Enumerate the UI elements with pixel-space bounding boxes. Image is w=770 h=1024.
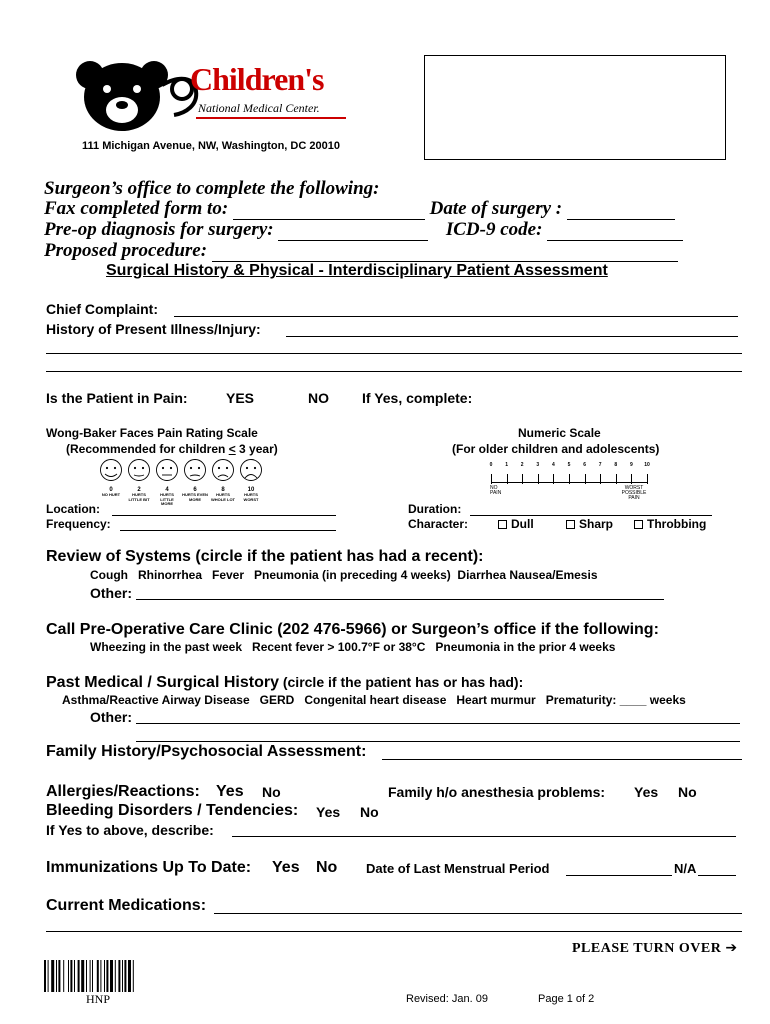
scale-number: 0 [489,462,493,468]
medications-label: Current Medications: [46,897,207,914]
logo-wordmark: Children's [190,61,324,97]
scale-tick[interactable] [522,474,523,484]
face-label: HURTS WHOLE LOT [211,492,235,502]
describe-label: If Yes to above, describe: [46,822,214,838]
scale-number: 3 [536,462,540,468]
location-label: Location: [46,502,100,516]
bleeding-no[interactable]: No [360,804,379,820]
scale-number: 1 [505,462,508,468]
fax-label: Fax completed form to: [44,198,229,219]
face-number: 8 [221,487,225,493]
numeric-scale-title: Numeric Scale [518,426,601,440]
logo [62,55,352,135]
throbbing-checkbox-icon[interactable] [634,520,643,529]
pain-yes[interactable]: YES [226,390,255,406]
location-field[interactable] [112,515,336,516]
face-number: 4 [165,487,169,493]
lmp-label: Date of Last Menstrual Period [366,861,550,876]
ros-heading: Review of Systems (circle if the patient has had a recent): [46,548,484,565]
lmp-na[interactable]: N/A [674,861,697,876]
address: 111 Michigan Avenue, NW, Washington, DC 20010 [82,140,340,152]
hpi-field[interactable] [286,336,738,337]
face-number: 10 [247,487,255,493]
face-number: 6 [193,487,197,493]
lmp-field[interactable] [566,875,672,876]
scale-number: 2 [520,462,524,468]
face-label: HURTS EVEN MORE [182,492,208,502]
pmh-other-field[interactable] [136,723,740,724]
scale-number: 6 [583,462,586,468]
fax-row [44,198,675,220]
face-0[interactable] [98,458,124,502]
face-6[interactable] [182,458,208,502]
family-history-field[interactable] [382,759,742,760]
face-icon [98,458,124,482]
lmp-na-field[interactable] [698,875,736,876]
numeric-scale-subtitle: (For older children and adolescents) [452,442,660,456]
hpi-label: History of Present Illness/Injury: [46,321,261,337]
allergies-yes[interactable]: Yes [216,783,244,800]
immunizations-label: Immunizations Up To Date: [46,859,252,876]
anesthesia-label: Family h/o anesthesia problems: [388,784,606,800]
frequency-field[interactable] [120,530,336,531]
chief-complaint-label: Chief Complaint: [46,301,158,317]
scale-number: 10 [644,462,650,468]
scale-number: 8 [614,462,618,468]
face-label: NO HURT [101,492,121,497]
scale-tick[interactable] [631,474,632,484]
pain-no[interactable]: NO [308,390,329,406]
scale-tick[interactable] [647,474,648,484]
form-title: Surgical History & Physical - Interdisciplinary Patient Assessment [106,262,608,279]
face-icon [182,458,208,482]
icd9-label: ICD-9 code: [445,219,543,240]
chief-complaint-field[interactable] [174,316,738,317]
pmh-heading: Past Medical / Surgical History (circle if the patient has or has had): [46,674,524,691]
face-label: HURTS WORST [243,492,259,502]
face-icon [238,458,264,482]
logo-subtitle: National Medical Center. [198,101,320,115]
ros-other-field[interactable] [136,599,664,600]
medications-field[interactable] [214,913,742,914]
call-heading: Call Pre-Operative Care Clinic (202 476-5966) or Surgeon’s office if the following: [46,621,659,638]
family-history-label: Family History/Psychosocial Assessment: [46,743,367,760]
face-label: HURTS LITTLE BIT [128,492,150,502]
pmh-other-label: Other: [90,709,132,725]
barcode-icon [44,960,168,992]
preop-field[interactable] [278,226,428,241]
preop-row [44,219,683,241]
scale-number: 7 [598,462,602,468]
scale-tick[interactable] [491,474,492,484]
scale-tick[interactable] [553,474,554,484]
anesthesia-yes[interactable]: Yes [634,784,659,800]
describe-field[interactable] [232,836,736,837]
scale-tick[interactable] [569,474,570,484]
face-icon [126,458,152,482]
turn-over: PLEASE TURN OVER ➔ [572,940,738,956]
revised: Revised: Jan. 09 [406,993,488,1005]
face-label: HURTS LITTLE MORE [160,492,174,506]
face-number: 2 [137,487,141,493]
immunizations-no[interactable]: No [316,859,338,876]
scale-tick[interactable] [600,474,601,484]
pain-question: Is the Patient in Pain: [46,390,188,406]
bleeding-label: Bleeding Disorders / Tendencies: [46,802,299,819]
dull-checkbox-icon[interactable] [498,520,507,529]
procedure-row [44,240,678,262]
ros-other-label: Other: [90,585,132,601]
face-icon [210,458,236,482]
ros-items[interactable]: Cough Rhinorrhea Fever Pneumonia (in preceding 4 weeks) Diarrhea Nausea/Emesis [90,568,598,582]
scale-number: 5 [567,462,571,468]
numeric-scale [486,462,656,504]
scale-tick[interactable] [538,474,539,484]
face-10[interactable] [238,458,264,502]
fax-field[interactable] [233,205,425,220]
character-sharp[interactable]: Sharp [566,517,613,531]
surgeon-heading: Surgeon’s office to complete the following: [44,178,380,199]
allergies-no[interactable]: No [262,784,281,800]
scale-tick[interactable] [507,474,508,484]
character-label: Character: [408,517,469,531]
medications-field-line-2[interactable] [46,931,742,932]
character-throbbing[interactable]: Throbbing [634,517,706,531]
wong-baker-title: Wong-Baker Faces Pain Rating Scale [46,426,258,440]
arrow-right-icon: ➔ [725,940,738,956]
duration-label: Duration: [408,502,462,516]
bleeding-yes[interactable]: Yes [316,804,341,820]
face-icon [154,458,180,482]
pmh-other-field-line-2[interactable] [136,741,740,742]
date-of-surgery-field[interactable] [567,205,675,220]
preop-label: Pre-op diagnosis for surgery: [44,219,274,240]
pain-if-yes: If Yes, complete: [362,390,473,406]
scale-worst-label: WORST POSSIBLE PAIN [621,485,647,501]
label-box[interactable] [424,55,726,160]
wong-baker-subtitle: (Recommended for children < 3 year) [66,442,278,456]
scale-number: 4 [552,462,555,468]
face-8[interactable] [210,458,236,502]
scale-tick[interactable] [585,474,586,484]
form-code: HNP [86,992,111,1006]
scale-no-pain-label: NO PAIN [490,485,502,496]
icd9-field[interactable] [547,226,683,241]
call-items: Wheezing in the past week Recent fever > 100.7°F or 38°C Pneumonia in the prior 4 weeks [90,640,616,654]
scale-tick[interactable] [616,474,617,484]
face-number: 0 [109,487,113,493]
frequency-label: Frequency: [46,517,111,531]
page-number: Page 1 of 2 [538,993,595,1005]
anesthesia-no[interactable]: No [678,784,697,800]
faces-scale [98,458,268,506]
hpi-field-line-2[interactable] [46,353,742,354]
procedure-label: Proposed procedure: [44,240,208,261]
character-dull[interactable]: Dull [498,517,534,531]
procedure-field[interactable] [212,247,678,262]
face-2[interactable] [126,458,152,502]
date-of-surgery-label: Date of surgery : [429,198,563,219]
pmh-items[interactable]: Asthma/Reactive Airway Disease GERD Congenital heart disease Heart murmur Prematurity: ____ weeks [62,693,686,707]
face-4[interactable] [154,458,180,506]
immunizations-yes[interactable]: Yes [272,859,300,876]
duration-field[interactable] [470,515,712,516]
scale-number: 9 [630,462,633,468]
sharp-checkbox-icon[interactable] [566,520,575,529]
hpi-field-line-3[interactable] [46,371,742,372]
allergies-label: Allergies/Reactions: [46,783,200,800]
